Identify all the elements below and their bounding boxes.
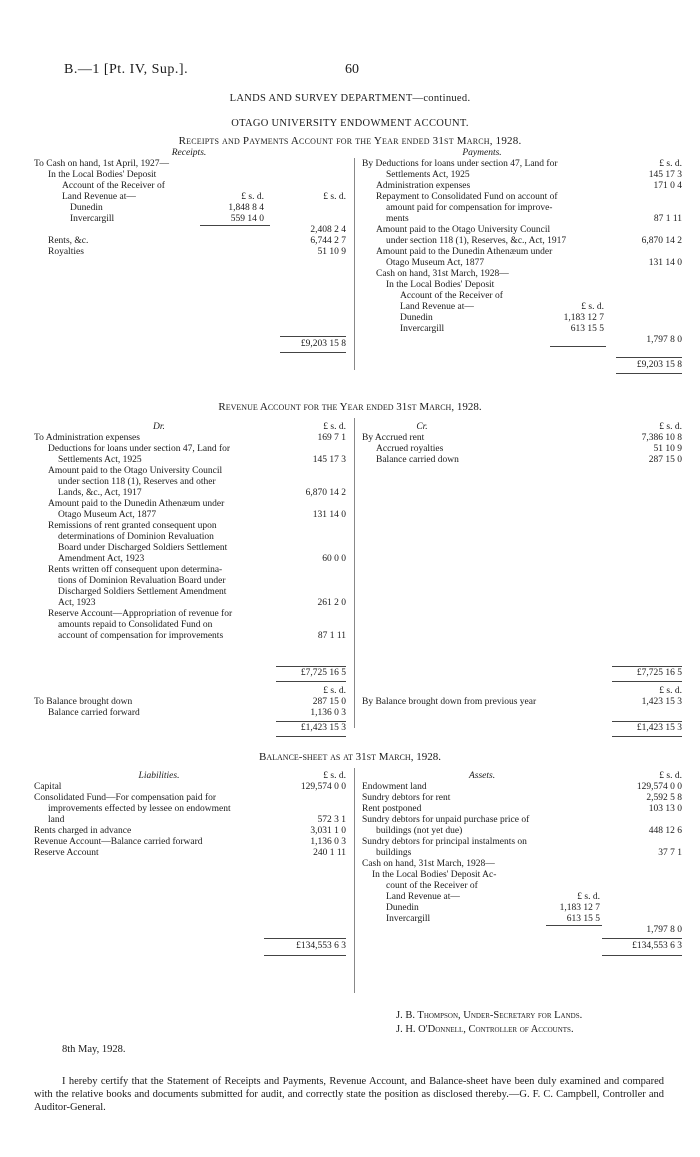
revenue-dr2-column-header: £ s. d.: [323, 686, 346, 696]
rp-divider: [354, 158, 355, 370]
revenue-dr-heading: Dr.: [153, 422, 165, 432]
payments-line: Cash on hand, 31st March, 1928—: [376, 269, 509, 279]
revenue-dr-column-header: £ s. d.: [323, 422, 346, 432]
assets-line: buildings (not yet due): [376, 826, 463, 836]
receipts-total-rule: [280, 336, 346, 337]
liabilities-amount: 1,136 0 3: [310, 837, 346, 847]
receipts-royalties-amount: 51 10 9: [317, 247, 346, 257]
revenue-cr2-total-double-rule: [612, 736, 682, 737]
assets-line: In the Local Bodies' Deposit Ac-: [372, 870, 497, 880]
receipts-dunedin-amount: 1,848 8 4: [228, 203, 264, 213]
revenue-dr-line: account of compensation for improvements: [58, 631, 224, 641]
assets-line: Cash on hand, 31st March, 1928—: [362, 859, 495, 869]
assets-column-header: £ s. d.: [659, 771, 682, 781]
payments-dunedin-amount: 1,183 12 7: [563, 313, 604, 323]
revenue-dr-line: Remissions of rent granted consequent upon: [48, 521, 217, 531]
liabilities-line: Consolidated Fund—For compensation paid for: [34, 793, 217, 803]
receipts-section: [34, 159, 349, 258]
revenue-cr2-line: By Balance brought down from previous year: [362, 697, 537, 707]
revenue-cr-heading: Cr.: [416, 422, 428, 432]
signature-under-secretary: J. B. Thompson, Under-Secretary for Lands.: [396, 1010, 583, 1021]
revenue-cr2-column-header: £ s. d.: [659, 686, 682, 696]
revenue-dr2-total-double-rule: [276, 736, 346, 737]
assets-subtotal-rule: [546, 925, 602, 926]
signature-controller-accounts: J. H. O'Donnell, Controller of Accounts.: [396, 1024, 574, 1035]
assets-line: buildings: [376, 848, 412, 858]
payments-subtotal-rule: [550, 346, 606, 347]
assets-total-rule: [602, 938, 682, 939]
liabilities-total: £134,553 6 3: [296, 941, 346, 951]
assets-line: Sundry debtors for unpaid purchase price of: [362, 815, 530, 825]
revenue-dr-line: Board under Discharged Soldiers Settlement: [58, 543, 228, 553]
revenue-dr-total-rule: [276, 666, 346, 667]
revenue-dr-amount: 60 0 0: [322, 554, 346, 564]
receipts-invercargill-label: Invercargill: [70, 214, 115, 224]
assets-inner-column-header: £ s. d.: [577, 892, 600, 902]
liabilities-line: Rents charged in advance: [34, 826, 132, 836]
liabilities-heading: Liabilities.: [138, 771, 180, 781]
payments-line: Settlements Act, 1925: [386, 170, 470, 180]
revenue-cr-line: By Accrued rent: [362, 433, 425, 443]
receipts-line: Land Revenue at—: [62, 192, 136, 202]
payments-line: By Deductions for loans under section 47, Land for: [362, 159, 558, 169]
audit-certificate: I hereby certify that the Statement of Receipts and Payments, Revenue Account, and Balance-sheet have been duly examined and compared with the relative books and documents submitted for audit, and correctly state the position as disclosed thereby.—G. F. C. Campbell, Controller and Auditor-General.: [34, 1076, 664, 1113]
liabilities-column-header: £ s. d.: [323, 771, 346, 781]
assets-line: count of the Receiver of: [386, 881, 478, 891]
revenue-dr2-line: Balance carried forward: [48, 708, 140, 718]
payments-line: Administration expenses: [376, 181, 471, 191]
receipts-rents-label: Rents, &c.: [48, 236, 89, 246]
payments-line: In the Local Bodies' Deposit: [386, 280, 495, 290]
revenue-debit-section: [34, 422, 349, 642]
liabilities-line: Capital: [34, 782, 62, 792]
receipts-line: To Cash on hand, 1st April, 1927—: [34, 159, 169, 169]
assets-dunedin-amount: 1,183 12 7: [559, 903, 600, 913]
payments-amount: 171 0 4: [653, 181, 682, 191]
payments-line: ments: [386, 214, 409, 224]
payments-inner-column-header: £ s. d.: [581, 302, 604, 312]
assets-invercargill-label: Invercargill: [386, 914, 431, 924]
revenue-dr-line: Otago Museum Act, 1877: [58, 510, 157, 520]
receipts-subtotal-rule: [200, 225, 270, 226]
assets-total-double-rule: [602, 955, 682, 956]
assets-amount: 37 7 1: [658, 848, 682, 858]
liabilities-total-rule: [264, 938, 346, 939]
payments-total: £9,203 15 8: [636, 360, 682, 370]
receipts-rents-amount: 6,744 2 7: [310, 236, 346, 246]
revenue-balance-credit: [362, 686, 684, 708]
liabilities-amount: 129,574 0 0: [300, 782, 346, 792]
payments-line: Account of the Receiver of: [400, 291, 503, 301]
receipts-payments-title: Receipts and Payments Account for the Year ended 31st March, 1928.: [178, 135, 522, 147]
payments-amount: 131 14 0: [648, 258, 682, 268]
payments-section: [362, 159, 684, 346]
receipts-line: In the Local Bodies' Deposit: [48, 170, 157, 180]
revenue-dr-amount: 131 14 0: [312, 510, 346, 520]
page-number: 60: [345, 62, 359, 77]
receipts-total-double-rule: [280, 352, 346, 353]
payments-line: Land Revenue at—: [400, 302, 474, 312]
receipts-heading: Receipts.: [171, 148, 207, 158]
revenue-dr2-amount: 1,136 0 3: [310, 708, 346, 718]
assets-line: Sundry debtors for rent: [362, 793, 451, 803]
payments-invercargill-amount: 613 15 5: [570, 324, 604, 334]
revenue-dr-line: Deductions for loans under section 47, Land for: [48, 444, 231, 454]
document-date: 8th May, 1928.: [62, 1044, 126, 1055]
assets-cash-total: 1,797 8 0: [646, 925, 682, 935]
payments-line: amount paid for compensation for improve-: [386, 203, 553, 213]
assets-amount: 448 12 6: [648, 826, 682, 836]
revenue-dr-line: Amount paid to the Otago University Council: [48, 466, 223, 476]
revenue-dr-amount: 87 1 11: [317, 631, 346, 641]
revenue-divider: [354, 418, 355, 728]
revenue-dr-line: determinations of Dominion Revaluation: [58, 532, 214, 542]
liabilities-line: land: [48, 815, 65, 825]
payments-total-rule: [616, 357, 682, 358]
liabilities-section: [34, 771, 349, 859]
assets-dunedin-label: Dunedin: [386, 903, 419, 913]
assets-section: [362, 771, 684, 936]
balance-sheet-title: Balance-sheet as at 31st March, 1928.: [259, 751, 441, 763]
revenue-credit-section: [362, 422, 684, 466]
revenue-cr-line: Accrued royalties: [376, 444, 444, 454]
revenue-dr-amount: 261 2 0: [317, 598, 346, 608]
revenue-dr-line: under section 118 (1), Reserves and other: [58, 477, 216, 487]
revenue-dr-line: To Administration expenses: [34, 433, 140, 443]
revenue-dr-line: Reserve Account—Appropriation of revenue for: [48, 609, 233, 619]
revenue-dr-line: Settlements Act, 1925: [58, 455, 142, 465]
payments-line: Otago Museum Act, 1877: [386, 258, 485, 268]
revenue-dr2-amount: 287 15 0: [312, 697, 346, 707]
payments-line: Repayment to Consolidated Fund on account of: [376, 192, 558, 202]
payments-heading: Payments.: [462, 148, 502, 158]
revenue-cr-total-rule: [612, 666, 682, 667]
revenue-cr-amount: 51 10 9: [653, 444, 682, 454]
payments-amount: 6,870 14 2: [641, 236, 682, 246]
revenue-dr-amount: 169 7 1: [317, 433, 346, 443]
revenue-cr-line: Balance carried down: [376, 455, 459, 465]
assets-invercargill-amount: 613 15 5: [566, 914, 600, 924]
assets-amount: 2,592 5 8: [646, 793, 682, 803]
payments-amount: 87 1 11: [653, 214, 682, 224]
receipts-outer-column-header: £ s. d.: [323, 192, 346, 202]
assets-amount: 129,574 0 0: [636, 782, 682, 792]
revenue-dr2-line: To Balance brought down: [34, 697, 133, 707]
payments-line: Amount paid to the Otago University Council: [376, 225, 551, 235]
revenue-dr-total-double-rule: [276, 681, 346, 682]
revenue-cr-total: £7,725 16 5: [636, 668, 682, 678]
revenue-dr-line: Lands, &c., Act, 1917: [58, 488, 142, 498]
revenue-dr-line: Act, 1923: [58, 598, 96, 608]
payments-amount: 145 17 3: [648, 170, 682, 180]
revenue-dr-line: tions of Dominion Revaluation Board under: [58, 576, 226, 586]
receipts-total: £9,203 15 8: [300, 339, 346, 349]
department-heading: LANDS AND SURVEY DEPARTMENT—continued.: [229, 93, 471, 104]
liabilities-line: improvements effected by lessee on endowment: [48, 804, 231, 814]
assets-heading: Assets.: [468, 771, 496, 781]
liabilities-amount: 3,031 1 0: [310, 826, 346, 836]
revenue-cr2-total: £1,423 15 3: [636, 723, 682, 733]
payments-total-double-rule: [616, 373, 682, 374]
revenue-cr-total-double-rule: [612, 681, 682, 682]
payments-dunedin-label: Dunedin: [400, 313, 433, 323]
receipts-inner-column-header: £ s. d.: [241, 192, 264, 202]
liabilities-amount: 572 3 1: [317, 815, 346, 825]
revenue-cr-column-header: £ s. d.: [659, 422, 682, 432]
balance-divider: [354, 768, 355, 993]
assets-line: Sundry debtors for principal instalments on: [362, 837, 527, 847]
account-title: OTAGO UNIVERSITY ENDOWMENT ACCOUNT.: [231, 118, 469, 129]
revenue-cr2-total-rule: [612, 721, 682, 722]
revenue-account-title: Revenue Account for the Year ended 31st March, 1928.: [218, 401, 482, 413]
document-reference: B.—1 [Pt. IV, Sup.].: [64, 62, 189, 77]
revenue-dr2-total: £1,423 15 3: [300, 723, 346, 733]
receipts-cash-total: 2,408 2 4: [310, 225, 346, 235]
assets-line: Land Revenue at—: [386, 892, 460, 902]
payments-invercargill-label: Invercargill: [400, 324, 445, 334]
receipts-invercargill-amount: 559 14 0: [230, 214, 264, 224]
receipts-line: Account of the Receiver of: [62, 181, 165, 191]
payments-line: under section 118 (1), Reserves, &c., Act, 1917: [386, 236, 567, 246]
revenue-dr-line: Discharged Soldiers Settlement Amendment: [58, 587, 227, 597]
revenue-balance-debit: [34, 686, 349, 719]
payments-column-header: £ s. d.: [659, 159, 682, 169]
revenue-cr-amount: 7,386 10 8: [641, 433, 682, 443]
liabilities-line: Reserve Account: [34, 848, 99, 858]
liabilities-total-double-rule: [264, 955, 346, 956]
revenue-dr-line: Amendment Act, 1923: [58, 554, 145, 564]
assets-line: Rent postponed: [362, 804, 422, 814]
payments-cash-total: 1,797 8 0: [646, 335, 682, 345]
receipts-royalties-label: Royalties: [48, 247, 84, 257]
revenue-cr2-amount: 1,423 15 3: [641, 697, 682, 707]
revenue-dr-amount: 6,870 14 2: [305, 488, 346, 498]
revenue-cr-amount: 287 15 0: [648, 455, 682, 465]
receipts-dunedin-label: Dunedin: [70, 203, 103, 213]
revenue-dr-line: Amount paid to the Dunedin Athenæum under: [48, 499, 225, 509]
assets-amount: 103 13 0: [648, 804, 682, 814]
revenue-dr2-total-rule: [276, 721, 346, 722]
liabilities-amount: 240 1 11: [313, 848, 346, 858]
liabilities-line: Revenue Account—Balance carried forward: [34, 837, 203, 847]
revenue-dr-amount: 145 17 3: [312, 455, 346, 465]
assets-line: Endowment land: [362, 782, 427, 792]
revenue-dr-total: £7,725 16 5: [300, 668, 346, 678]
payments-line: Amount paid to the Dunedin Athenæum under: [376, 247, 553, 257]
assets-total: £134,553 6 3: [632, 941, 682, 951]
revenue-dr-line: amounts repaid to Consolidated Fund on: [58, 620, 213, 630]
revenue-dr-line: Rents written off consequent upon determina-: [48, 565, 223, 575]
